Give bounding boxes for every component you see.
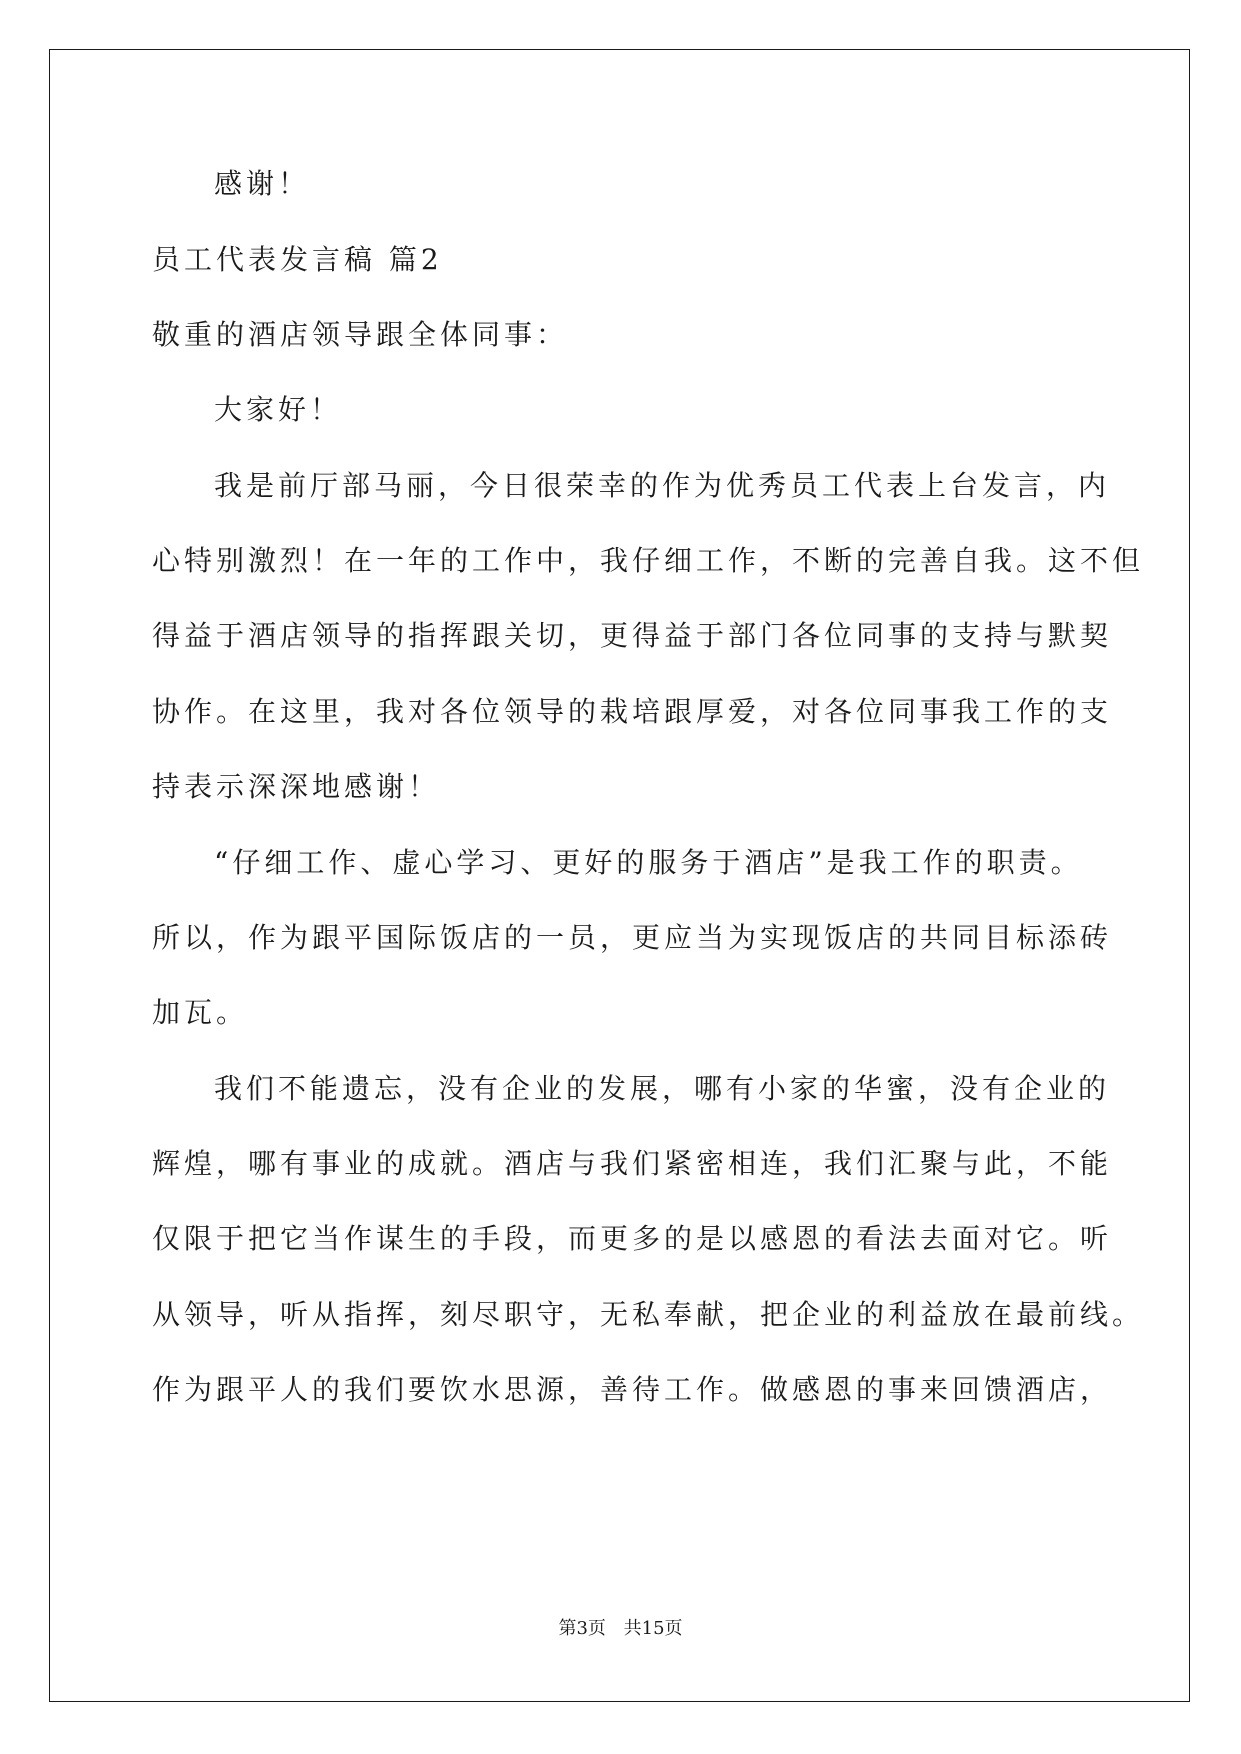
- paragraph-line: 我们不能遗忘，没有企业的发展，哪有小家的华蜜，没有企业的: [214, 1072, 1111, 1105]
- salutation: 敬重的酒店领导跟全体同事：: [152, 318, 569, 351]
- section-heading: 员工代表发言稿 篇2: [152, 243, 443, 276]
- paragraph-line: 所以，作为跟平国际饭店的一员，更应当为实现饭店的共同目标添砖: [152, 921, 1113, 954]
- greeting: 大家好！: [214, 393, 343, 426]
- paragraph-line: 持表示深深地感谢！: [152, 770, 441, 803]
- paragraph-line: 辉煌，哪有事业的成就。酒店与我们紧密相连，我们汇聚与此，不能: [152, 1147, 1113, 1180]
- paragraph-line: 加瓦。: [152, 996, 249, 1029]
- page-footer: [0, 1614, 1241, 1640]
- paragraph-line: 协作。在这里，我对各位领导的栽培跟厚爱，对各位同事我工作的支: [152, 695, 1113, 728]
- paragraph-line: “仔细工作、虚心学习、更好的服务于酒店”是我工作的职责。: [214, 846, 1083, 879]
- page-total: 共15页: [623, 1618, 683, 1639]
- paragraph-line: 从领导，听从指挥，刻尽职守，无私奉献，把企业的利益放在最前线。: [152, 1298, 1145, 1331]
- paragraph-line: 我是前厅部马丽，今日很荣幸的作为优秀员工代表上台发言，内: [214, 469, 1111, 502]
- paragraph-line: 得益于酒店领导的指挥跟关切，更得益于部门各位同事的支持与默契: [152, 619, 1113, 652]
- paragraph-line: 心特别激烈！在一年的工作中，我仔细工作，不断的完善自我。这不但: [152, 544, 1145, 577]
- page-number: 第3页: [558, 1618, 606, 1639]
- paragraph-line: 感谢！: [214, 167, 311, 200]
- paragraph-line: 仅限于把它当作谋生的手段，而更多的是以感恩的看法去面对它。听: [152, 1222, 1113, 1255]
- paragraph-line: 作为跟平人的我们要饮水思源，善待工作。做感恩的事来回馈酒店，: [152, 1373, 1113, 1406]
